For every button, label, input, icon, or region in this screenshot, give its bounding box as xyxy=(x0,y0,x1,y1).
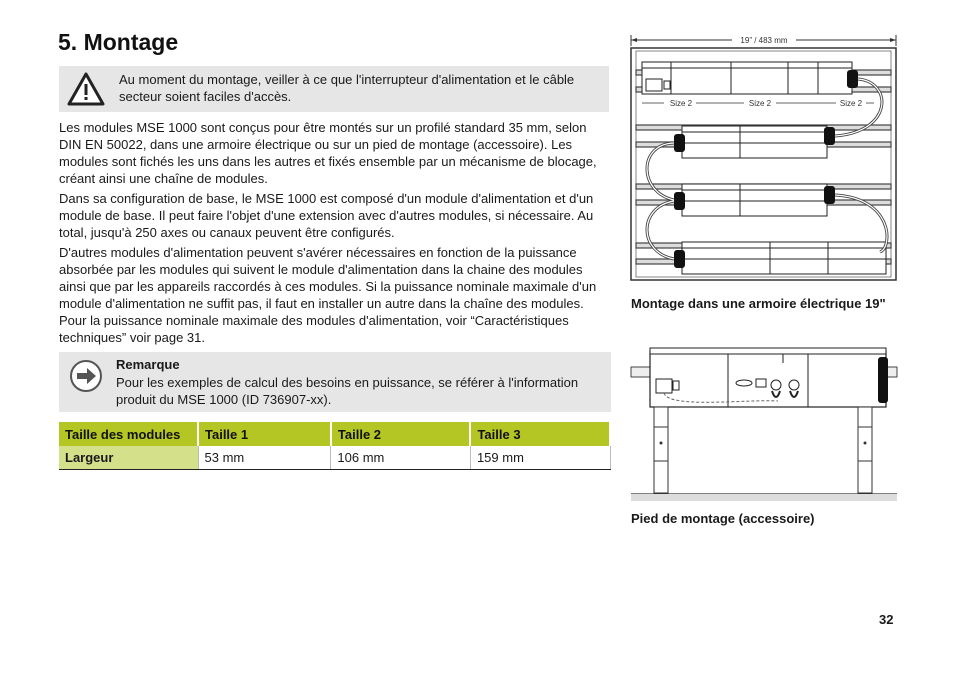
table-row-header: Largeur xyxy=(59,446,198,470)
arrow-right-circle-icon xyxy=(69,359,103,393)
note-text: Pour les exemples de calcul des besoins en puissance, se référer à l'information produit du MSE 1000 (ID 736907-xx). xyxy=(116,375,579,407)
warning-triangle-icon xyxy=(67,72,105,106)
table-header-cell: Taille 2 xyxy=(331,422,471,446)
table-row xyxy=(59,446,610,470)
warning-text: Au moment du montage, veiller à ce que l'interrupteur d'alimentation et le câble secteur soient faciles d'accès. xyxy=(119,72,575,104)
module-size-table xyxy=(59,422,611,470)
size-label: Size 2 xyxy=(748,99,772,108)
figure1-caption: Montage dans une armoire électrique 19" xyxy=(631,296,886,311)
table-cell: 159 mm xyxy=(470,446,610,470)
cabinet-mounting-figure xyxy=(628,32,900,284)
table-cell: 53 mm xyxy=(198,446,331,470)
figure2-caption: Pied de montage (accessoire) xyxy=(631,511,815,526)
size-label: Size 2 xyxy=(669,99,693,108)
size-label: Size 2 xyxy=(839,99,863,108)
page-number: 32 xyxy=(879,612,894,627)
warning-box xyxy=(59,66,609,112)
paragraph-2: Dans sa configuration de base, le MSE 1000 est composé d'un module d'alimentation et d'un module de base. Il peut faire l'objet d'une extension avec d'autres modules, si nécessaire. Au total, jusqu'à 250 axes ou canaux peuvent être configurés. xyxy=(59,191,594,240)
paragraph-3: D'autres modules d'alimentation peuvent s'avérer nécessaires en fonction de la puissance absorbée par les modules qui suivent le module d'alimentation dans la chaine des modules ainsi que par les appareils raccordés à ces modules. Si la puissance nominale maximale d'un module d'alimentation ne suffit pas, il faut en installer un autre dans la chaîne des modules. Pour la puissance nominale maximale des modules d'alimentation, voir “Caractéristiques techniques” voir page 31. xyxy=(59,245,597,345)
table-header-cell: Taille 3 xyxy=(470,422,610,446)
page-title: 5. Montage xyxy=(58,29,179,55)
table-header-row xyxy=(59,422,610,446)
note-title: Remarque xyxy=(116,357,180,372)
table-header-cell: Taille des modules xyxy=(59,422,198,446)
dimension-label: 19” / 483 mm xyxy=(740,36,788,45)
table-cell: 106 mm xyxy=(331,446,471,470)
table-header-cell: Taille 1 xyxy=(198,422,331,446)
note-box xyxy=(59,352,611,412)
paragraph-1: Les modules MSE 1000 sont conçus pour être montés sur un profilé standard 35 mm, selon DIN EN 50022, dans une armoire électrique ou sur un pied de montage (accessoire). Les modules sont fichés les uns dans les autres et fixés ensemble par un mécanisme de blocage, créant ainsi une chaîne de modules. xyxy=(59,120,597,186)
mounting-foot-figure xyxy=(628,343,900,503)
